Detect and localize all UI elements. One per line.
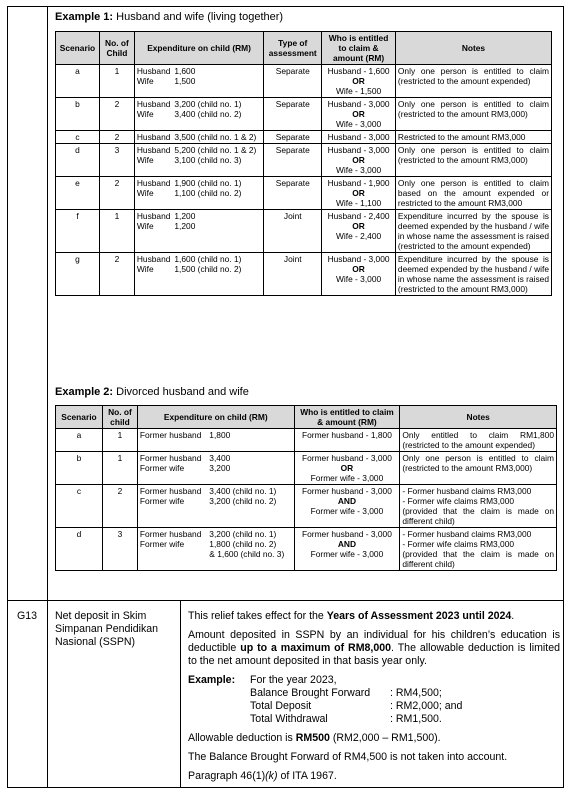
spouse-name: Husband (136, 66, 171, 76)
claim-line: Husband - 3,000 (327, 145, 390, 155)
claim-cell (322, 253, 396, 296)
example1-header-row (56, 32, 552, 65)
notes-cell: Only one person is entitled to claim (restricted to the amount RM3,000) (395, 144, 551, 177)
children-cell: 2 (102, 485, 137, 528)
amount-value: 1,200 (174, 221, 196, 231)
spouse-name: Husband (136, 132, 171, 142)
g13-effective-years: This relief takes effect for the Years of Assessment 2023 until 2024. (188, 610, 515, 622)
g13-label: Net deposit in Skim Simpanan Pendidikan Nasional (SSPN) (55, 610, 159, 648)
example-line-value: : RM1,500. (390, 713, 442, 725)
spouse-cell (137, 528, 207, 571)
spouse-name: Wife (136, 155, 154, 165)
claim-line: Wife - 3,000 (335, 274, 382, 284)
spouse-cell (137, 429, 207, 452)
claim-cell (322, 98, 396, 131)
scenario-cell: g (56, 253, 100, 296)
claim-line: Former husband - 3,000 (302, 486, 392, 496)
g13-deduction-rule: Amount deposited in SSPN by an individual for his children’s education is deductible up to a maximum of RM8,000. The allowable deduction is limited to the net amount deposited in that basis year only. (188, 629, 560, 667)
children-cell: 2 (99, 131, 134, 144)
table-row (56, 144, 552, 177)
claim-line: Husband - 2,400 (327, 211, 390, 221)
claim-line: Wife - 1,100 (335, 198, 382, 208)
col-no-of-child: No. of child (102, 406, 137, 429)
claim-line: Former husband - 1,800 (302, 430, 392, 440)
claim-line: OR (352, 221, 365, 231)
notes-cell: Only one person is entitled to claim (restricted to the amount expended) (395, 65, 551, 98)
amount-value: 1,500 (174, 76, 196, 86)
scenario-cell: a (56, 65, 100, 98)
notes-cell: Only one person is entitled to claim based on the amount expended or restricted to the amount RM3,000 (395, 177, 551, 210)
notes-cell: Only one person is entitled to claim (restricted to the amount RM3,000) (400, 452, 557, 485)
spouse-name: Wife (136, 76, 154, 86)
amount-value: 1,600 (child no. 1) (174, 254, 242, 264)
table-row (56, 528, 557, 571)
assessment-type-cell: Separate (264, 65, 322, 98)
notes-cell: Expenditure incurred by the spouse is deemed expended by the husband / wife in whose name the assessment is raised (restricted to the amount RM3,000) (395, 253, 551, 296)
claim-line: OR (352, 76, 365, 86)
children-cell: 1 (102, 429, 137, 452)
claim-line: Wife - 3,000 (335, 119, 382, 129)
scenario-cell: e (56, 177, 100, 210)
g13-example (188, 674, 560, 726)
notes-cell: Expenditure incurred by the spouse is deemed expended by the husband / wife in whose name the assessment is raised (restricted to the amount expended) (395, 210, 551, 253)
amount-value: 1,500 (child no. 2) (174, 264, 242, 274)
table-row (56, 98, 552, 131)
claim-line: OR (352, 155, 365, 165)
claim-line: Former husband - 3,000 (302, 529, 392, 539)
table-row (56, 131, 552, 144)
claim-line: OR (340, 463, 354, 473)
amount-value: 3,200 (child no. 1) (174, 99, 242, 109)
amount-cell (207, 528, 294, 571)
spouse-cell (134, 98, 172, 131)
amount-cell (207, 485, 294, 528)
table-row (56, 253, 552, 296)
table-row (56, 452, 557, 485)
claim-cell (322, 210, 396, 253)
amount-value: 1,800 (209, 430, 231, 440)
g13-description (188, 610, 560, 789)
children-cell: 2 (99, 177, 134, 210)
claim-line: OR (352, 109, 365, 119)
claim-cell (322, 65, 396, 98)
scenario-cell: c (56, 485, 103, 528)
claim-line: Husband - 3,000 (327, 254, 390, 264)
spouse-name: Former wife (139, 496, 185, 506)
claim-cell (322, 131, 396, 144)
amount-cell (172, 177, 263, 210)
col-notes: Notes (400, 406, 557, 429)
claim-line: OR (352, 264, 365, 274)
claim-line: Former wife - 3,000 (310, 506, 384, 516)
col-no-of-child: No. of Child (99, 32, 134, 65)
assessment-type-cell: Joint (264, 210, 322, 253)
notes-cell: Restricted to the amount RM3,000 (395, 131, 551, 144)
col-scenario: Scenario (56, 32, 100, 65)
spouse-cell (134, 253, 172, 296)
claim-line: Husband - 1,600 (327, 66, 390, 76)
claim-cell (294, 528, 400, 571)
g13-example-label: Example: (188, 674, 236, 686)
spouse-name: Husband (136, 211, 171, 221)
amount-value: 3,200 (209, 463, 231, 473)
scenario-cell: f (56, 210, 100, 253)
amount-cell (172, 131, 263, 144)
g13-balance-note: The Balance Brought Forward of RM4,500 is not taken into account. (188, 751, 508, 763)
spouse-name: Wife (136, 188, 154, 198)
children-cell: 3 (102, 528, 137, 571)
table-row (56, 485, 557, 528)
spouse-name: Wife (136, 221, 154, 231)
spouse-name: Former husband (139, 486, 202, 496)
spouse-cell (134, 131, 172, 144)
amount-value: 3,400 (child no. 1) (209, 486, 277, 496)
amount-cell (172, 65, 263, 98)
notes-cell: Only one person is entitled to claim (restricted to the amount RM3,000) (395, 98, 551, 131)
col-expenditure: Expenditure on child (RM) (137, 406, 294, 429)
col-type: Type of assessment (264, 32, 322, 65)
example-line-value: : RM2,000; and (390, 700, 463, 712)
children-cell: 3 (99, 144, 134, 177)
table-row (56, 65, 552, 98)
claim-line: Wife - 1,500 (335, 86, 382, 96)
g13-example-intro: For the year 2023, (250, 674, 337, 686)
example-line-label: Balance Brought Forward (250, 687, 371, 699)
claim-line: Husband - 3,000 (327, 99, 390, 109)
amount-value: 1,800 (child no. 2) (209, 539, 277, 549)
amount-value: 1,600 (174, 66, 196, 76)
notes-cell: - Former husband claims RM3,000 - Former wife claims RM3,000 (provided that the claim is made on different child) (400, 528, 557, 571)
spouse-cell (134, 210, 172, 253)
children-cell: 1 (99, 210, 134, 253)
spouse-name: Husband (136, 99, 171, 109)
amount-cell (172, 144, 263, 177)
claim-line: Wife - 3,000 (335, 165, 382, 175)
claim-line: AND (337, 496, 357, 506)
label-column-divider (180, 600, 181, 788)
table-row (56, 210, 552, 253)
amount-value: 3,400 (209, 453, 231, 463)
claim-cell (294, 452, 400, 485)
assessment-type-cell: Joint (264, 253, 322, 296)
spouse-name: Former husband (139, 529, 202, 539)
children-cell: 1 (102, 452, 137, 485)
amount-value: 3,200 (child no. 1) (209, 529, 277, 539)
notes-cell: - Former husband claims RM3,000 - Former wife claims RM3,000 (provided that the claim is made on different child) (400, 485, 557, 528)
spouse-cell (134, 177, 172, 210)
spouse-name: Former husband (139, 430, 202, 440)
scenario-cell: a (56, 429, 103, 452)
spouse-cell (137, 452, 207, 485)
amount-cell (172, 98, 263, 131)
claim-cell (322, 144, 396, 177)
g13-code: G13 (17, 610, 38, 622)
spouse-name: Wife (136, 264, 154, 274)
claim-line: Former wife - 3,000 (310, 473, 384, 483)
example2-table (55, 405, 557, 571)
amount-value: 1,900 (child no. 1) (174, 178, 242, 188)
col-notes: Notes (395, 32, 551, 65)
claim-line: Wife - 2,400 (335, 231, 382, 241)
example-line-value: : RM4,500; (390, 687, 442, 699)
amount-value: 3,200 (child no. 2) (209, 496, 277, 506)
scenario-cell: b (56, 452, 103, 485)
example1-table (55, 31, 552, 296)
spouse-name: Former husband (139, 453, 202, 463)
claim-cell (294, 485, 400, 528)
assessment-type-cell: Separate (264, 131, 322, 144)
claim-line: OR (352, 188, 365, 198)
children-cell: 2 (99, 98, 134, 131)
assessment-type-cell: Separate (264, 177, 322, 210)
children-cell: 2 (99, 253, 134, 296)
spouse-name: Former wife (139, 463, 185, 473)
assessment-type-cell: Separate (264, 98, 322, 131)
claim-line: Former husband - 3,000 (302, 453, 392, 463)
spouse-name: Husband (136, 254, 171, 264)
col-scenario: Scenario (56, 406, 103, 429)
amount-cell (207, 429, 294, 452)
claim-line: Former wife - 3,000 (310, 549, 384, 559)
amount-value: & 1,600 (child no. 3) (209, 549, 285, 559)
amount-value: 3,500 (child no. 1 & 2) (174, 132, 257, 142)
scenario-cell: d (56, 144, 100, 177)
example2-header-row (56, 406, 557, 429)
scenario-cell: d (56, 528, 103, 571)
example-line-label: Total Withdrawal (250, 713, 328, 725)
claim-cell (294, 429, 400, 452)
amount-value: 5,200 (child no. 1 & 2) (174, 145, 257, 155)
amount-value: 3,100 (child no. 3) (174, 155, 242, 165)
scenario-cell: c (56, 131, 100, 144)
claim-line: Husband - 1,900 (327, 178, 390, 188)
claim-cell (322, 177, 396, 210)
example1-heading: Example 1: Husband and wife (living together) (55, 11, 284, 23)
children-cell: 1 (99, 65, 134, 98)
g13-row-divider (7, 600, 564, 601)
claim-line: Husband - 3,000 (327, 132, 390, 142)
spouse-name: Husband (136, 145, 171, 155)
claim-line: AND (337, 539, 357, 549)
amount-value: 3,400 (child no. 2) (174, 109, 242, 119)
col-claim: Who is entitled to claim & amount (RM) (322, 32, 396, 65)
example-line-label: Total Deposit (250, 700, 312, 712)
spouse-cell (137, 485, 207, 528)
spouse-cell (134, 65, 172, 98)
spouse-name: Former wife (139, 539, 185, 549)
amount-cell (207, 452, 294, 485)
g13-allowable-deduction: Allowable deduction is RM500 (RM2,000 – RM1,500). (188, 732, 441, 744)
table-row (56, 429, 557, 452)
amount-cell (172, 210, 263, 253)
notes-cell: Only entitled to claim RM1,800 (restricted to the amount expended) (400, 429, 557, 452)
table-row (56, 177, 552, 210)
spouse-cell (134, 144, 172, 177)
spouse-name: Husband (136, 178, 171, 188)
amount-value: 1,100 (child no. 2) (174, 188, 242, 198)
spouse-name: Wife (136, 109, 154, 119)
example2-heading: Example 2: Divorced husband and wife (55, 386, 249, 398)
assessment-type-cell: Separate (264, 144, 322, 177)
amount-value: 1,200 (174, 211, 196, 221)
scenario-cell: b (56, 98, 100, 131)
amount-cell (172, 253, 263, 296)
g13-legal-reference: Paragraph 46(1)(k) of ITA 1967. (188, 770, 337, 782)
col-claim: Who is entitled to claim & amount (RM) (294, 406, 400, 429)
code-column-divider (47, 6, 48, 788)
col-expenditure: Expenditure on child (RM) (134, 32, 263, 65)
